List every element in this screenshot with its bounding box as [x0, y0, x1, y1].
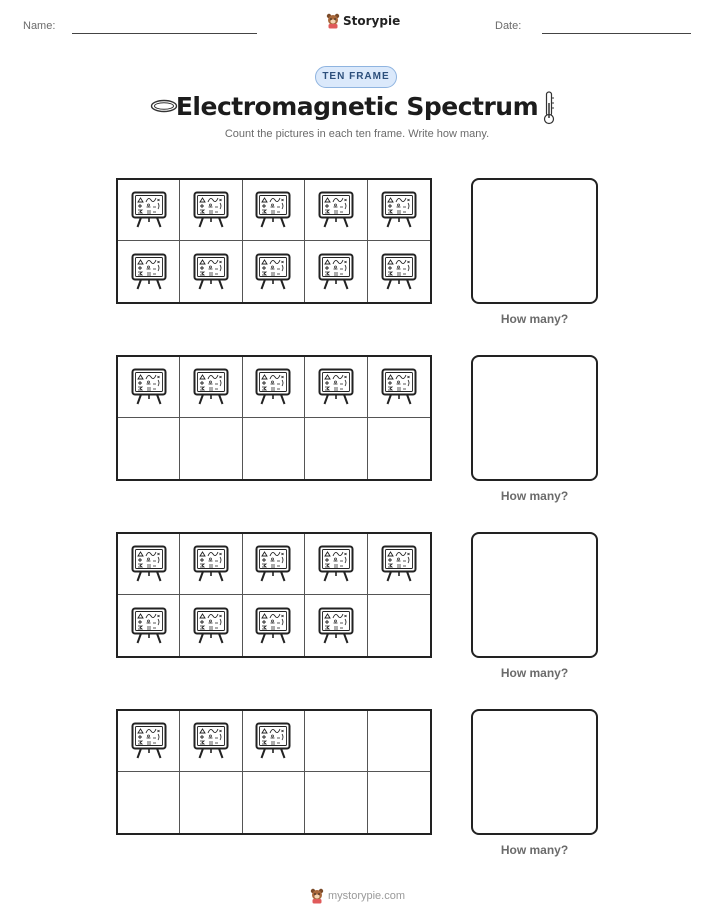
chalkboard-icon: [131, 607, 167, 645]
footer: [310, 888, 405, 904]
thermometer-icon: [542, 91, 556, 125]
ten-frame-cell: [118, 357, 180, 418]
chalkboard-icon: [131, 722, 167, 760]
answer-box-3[interactable]: [471, 532, 598, 658]
chalkboard-icon: [318, 253, 354, 291]
chalkboard-icon: [255, 253, 291, 291]
ten-frame-cell: [180, 357, 242, 418]
bear-mascot-icon: [326, 13, 340, 29]
ten-frame-cell: [118, 534, 180, 595]
chalkboard-icon: [255, 368, 291, 406]
ten-frame-3: [116, 532, 432, 658]
ten-frame-cell: [305, 595, 367, 656]
date-line[interactable]: [542, 33, 691, 34]
ten-frame-4: [116, 709, 432, 835]
ten-frame-cell: [180, 241, 242, 302]
ten-frame-cell: [180, 180, 242, 241]
chalkboard-icon: [131, 191, 167, 229]
ten-frame-cell: [180, 418, 242, 479]
chalkboard-icon: [381, 253, 417, 291]
ten-frame-cell: [305, 711, 367, 772]
ten-frame-cell: [118, 241, 180, 302]
ten-frame-cell: [368, 180, 430, 241]
instructions: Count the pictures in each ten frame. Write how many.: [224, 128, 490, 140]
chalkboard-icon: [318, 607, 354, 645]
chalkboard-icon: [193, 191, 229, 229]
ten-frame-cell: [368, 241, 430, 302]
chalkboard-icon: [255, 191, 291, 229]
ten-frame-cell: [305, 241, 367, 302]
how-many-label-1: How many?: [500, 312, 569, 326]
ten-frame-cell: [368, 357, 430, 418]
ten-frame-cell: [243, 595, 305, 656]
ten-frame-cell: [305, 418, 367, 479]
ten-frame-cell: [243, 180, 305, 241]
chalkboard-icon: [318, 191, 354, 229]
chalkboard-icon: [255, 545, 291, 583]
chalkboard-icon: [193, 607, 229, 645]
ten-frame-cell: [368, 772, 430, 833]
ten-frame-cell: [118, 180, 180, 241]
chalkboard-icon: [193, 368, 229, 406]
ten-frame-cell: [118, 595, 180, 656]
bear-mascot-icon: [310, 888, 324, 904]
chalkboard-icon: [318, 545, 354, 583]
ten-frame-cell: [180, 595, 242, 656]
ten-frame-cell: [368, 534, 430, 595]
how-many-label-4: How many?: [500, 843, 569, 857]
ten-frame-cell: [368, 595, 430, 656]
ten-frame-2: [116, 355, 432, 481]
date-label: Date:: [495, 20, 522, 32]
name-line[interactable]: [72, 33, 257, 34]
answer-box-4[interactable]: [471, 709, 598, 835]
chalkboard-icon: [255, 722, 291, 760]
page-title: Electromagnetic Spectrum: [175, 92, 539, 121]
chalkboard-icon: [381, 191, 417, 229]
ten-frame-cell: [305, 180, 367, 241]
ten-frame-cell: [118, 772, 180, 833]
ten-frame-cell: [180, 534, 242, 595]
ten-frame-cell: [180, 711, 242, 772]
brand-logo: [326, 13, 400, 29]
ten-frame-cell: [243, 241, 305, 302]
chalkboard-icon: [193, 545, 229, 583]
worksheet-type-badge: TEN FRAME: [315, 66, 397, 88]
ten-frame-cell: [118, 418, 180, 479]
ten-frame-cell: [305, 772, 367, 833]
ten-frame-cell: [243, 534, 305, 595]
ten-frame-cell: [243, 357, 305, 418]
ten-frame-1: [116, 178, 432, 304]
how-many-label-3: How many?: [500, 666, 569, 680]
chalkboard-icon: [131, 253, 167, 291]
ten-frame-cell: [243, 772, 305, 833]
chalkboard-icon: [255, 607, 291, 645]
ten-frame-cell: [368, 711, 430, 772]
ten-frame-cell: [305, 357, 367, 418]
chalkboard-icon: [131, 368, 167, 406]
footer-url: mystorypie.com: [328, 890, 406, 902]
ten-frame-cell: [243, 418, 305, 479]
ten-frame-cell: [305, 534, 367, 595]
answer-box-2[interactable]: [471, 355, 598, 481]
answer-box-1[interactable]: [471, 178, 598, 304]
ten-frame-cell: [180, 772, 242, 833]
ten-frame-cell: [368, 418, 430, 479]
chalkboard-icon: [193, 253, 229, 291]
ten-frame-cell: [243, 711, 305, 772]
chalkboard-icon: [131, 545, 167, 583]
chalkboard-icon: [193, 722, 229, 760]
chalkboard-icon: [381, 368, 417, 406]
name-label: Name:: [23, 20, 56, 32]
chalkboard-icon: [381, 545, 417, 583]
brand-name: Storypie: [343, 14, 401, 28]
how-many-label-2: How many?: [500, 489, 569, 503]
chalkboard-icon: [318, 368, 354, 406]
ten-frame-cell: [118, 711, 180, 772]
